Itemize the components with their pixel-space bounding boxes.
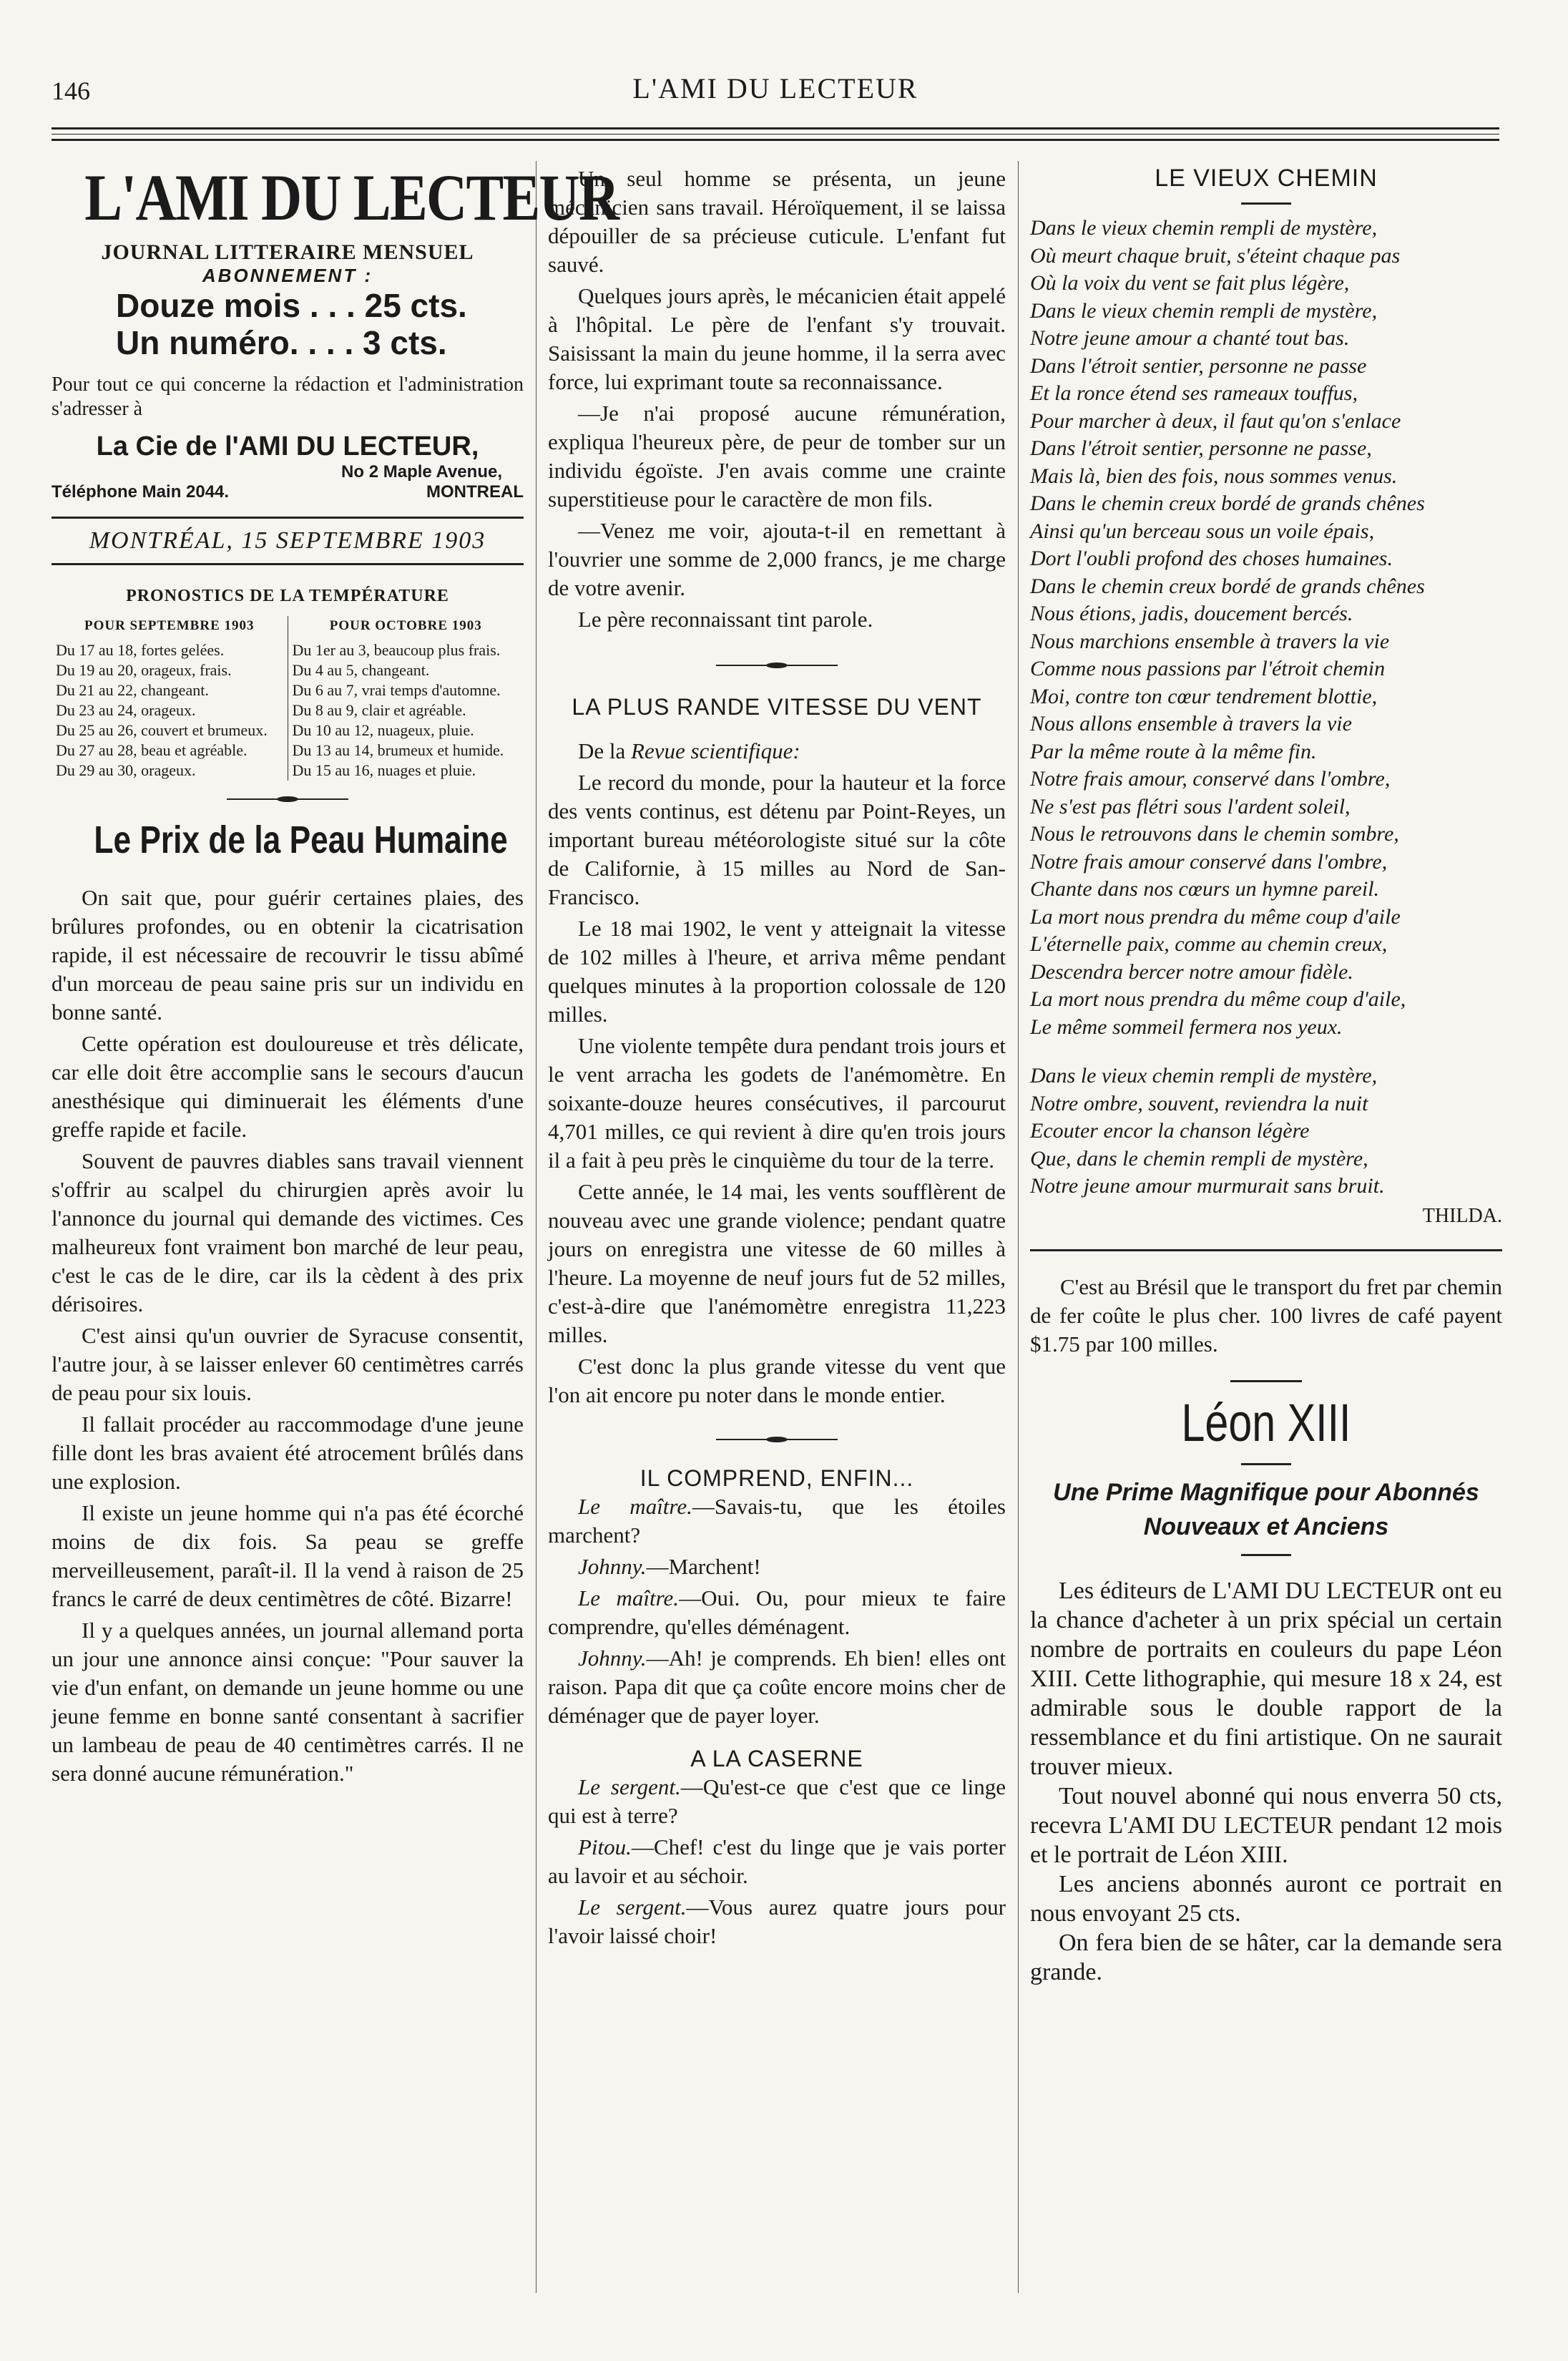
article-title-prix: Le Prix de la Peau Humaine: [94, 818, 508, 861]
paragraph: Les éditeurs de L'AMI DU LECTEUR ont eu la chance d'acheter à un prix spécial un certain nombre de portraits en couleurs du pape Léon XIII. Cette lithographie, qui mesure 18 x 24, est admirable sous le double rapport de la ressemblance et du fini artistique. On ne saurait trouver mieux.: [1030, 1577, 1502, 1780]
paragraph: Quelques jours après, le mécanicien était appelé à l'hôpital. Le père de l'enfant s'y trouvait. Saisissant la main du jeune homme, il la serra avec force, lui exprimant toute sa reconnaissance.: [548, 283, 1006, 394]
header-rule: [52, 139, 1499, 141]
abonnement-label: ABONNEMENT :: [202, 265, 373, 286]
speech: —Oui. Ou, pour mieux te faire comprendre, qu'elles déménagent.: [548, 1585, 1006, 1639]
poem-line: Comme nous passions par l'étroit chemin: [1030, 657, 1386, 680]
dialogue-line: [548, 1492, 1006, 1550]
article-title-caserne: A LA CASERNE: [690, 1746, 863, 1771]
dialogue-line: [548, 1833, 1006, 1890]
short-rule: [1230, 1380, 1302, 1382]
poem-line: Dans le vieux chemin rempli de mystère,: [1030, 1064, 1378, 1087]
speech: —Marchent!: [646, 1554, 761, 1579]
price-issue-label: Un numéro. . . .: [116, 324, 354, 361]
poem-line: Ainsi qu'un berceau sous un voile épais,: [1030, 519, 1375, 543]
masthead-subtitle: JOURNAL LITTERAIRE MENSUEL: [101, 240, 474, 264]
temperature-table: [52, 616, 524, 781]
forecast-item: Du 13 au 14, brumeux et humide.: [292, 741, 504, 759]
poem-line: Dans le chemin creux bordé de grands chênes: [1030, 492, 1425, 515]
poem-title: LE VIEUX CHEMIN: [1155, 165, 1378, 192]
poem-line: Nous étions, jadis, doucement bercés.: [1030, 602, 1353, 625]
article-title-vent: LA PLUS RANDE VITESSE DU VENT: [572, 694, 982, 720]
forecast-item: Du 8 au 9, clair et agréable.: [292, 701, 466, 719]
forecast-item: Du 25 au 26, couvert et brumeux.: [56, 721, 268, 739]
short-rule: [1241, 1554, 1291, 1556]
poem-line: Dans le vieux chemin rempli de mystère,: [1030, 216, 1378, 240]
article-source: [548, 737, 1006, 766]
poem-line: La mort nous prendra du même coup d'aile: [1030, 904, 1401, 929]
forecast-item: Du 1er au 3, beaucoup plus frais.: [292, 641, 501, 659]
column-divider-2: [1018, 161, 1019, 2293]
bresil-paragraph: C'est au Brésil que le transport du fret par chemin de fer coûte le plus cher. 100 livres de café payent $1.75 par 100 milles.: [1030, 1274, 1502, 1357]
forecast-item: Du 15 au 16, nuages et pluie.: [292, 761, 476, 779]
forecast-item: Du 23 au 24, orageux.: [56, 701, 196, 719]
poem-line: Ecouter encor la chanson légère: [1030, 1119, 1310, 1143]
poem-stanza-1: [1030, 215, 1502, 1041]
poem-line: Dans le vieux chemin rempli de mystère,: [1030, 298, 1378, 323]
ornament-divider: [716, 663, 838, 668]
poem-line: Pour marcher à deux, il faut qu'on s'enlace: [1030, 409, 1401, 433]
header-double-rule: [52, 127, 1499, 135]
column-2: [548, 165, 1006, 1953]
phone-line: [52, 482, 524, 502]
dialogue-line: [548, 1893, 1006, 1950]
poem-line: Mais là, bien des fois, nous sommes venus.: [1030, 464, 1398, 488]
poem-line: Nous allons ensemble à travers la vie: [1030, 712, 1352, 735]
paragraph: Cette année, le 14 mai, les vents soufflèrent de nouveau avec une grande violence; pendant quatre jours on enregistra une vitesse de 60 milles à l'heure. La moyenne de neuf jours fut de 52 milles, c'est-à-dire que l'anémomètre enregistra 11,223 milles.: [548, 1179, 1006, 1347]
article-body-prix: [52, 884, 524, 1788]
speaker: Johnny.: [578, 1646, 647, 1671]
forecast-item: Du 4 au 5, changeant.: [292, 661, 430, 679]
poem-line: Notre jeune amour murmurait sans bruit.: [1030, 1174, 1385, 1198]
forecast-item: Du 6 au 7, vrai temps d'automne.: [292, 681, 501, 699]
price-year: [52, 287, 524, 324]
ornament-divider: [227, 796, 348, 802]
leon-subtitle: Une Prime Magnifique pour Abonnés Nouveaux et Anciens: [1053, 1478, 1479, 1540]
speaker: Le sergent.: [578, 1895, 687, 1920]
speaker: Le maître.: [578, 1585, 680, 1610]
forecast-item: Du 19 au 20, orageux, frais.: [56, 661, 232, 679]
city: MONTREAL: [426, 482, 524, 502]
poem-stanza-2: [1030, 1062, 1502, 1201]
speech: —Qu'est-ce que c'est que ce linge qui est à terre?: [548, 1774, 1006, 1828]
paragraph: C'est ainsi qu'un ouvrier de Syracuse consentit, l'autre jour, à se laisser enlever 60 centimètres carrés de peau pour six louis.: [52, 1323, 524, 1405]
paragraph: Il y a quelques années, un journal allemand porta un jour une annonce ainsi conçue: "Pour sauver la vie d'un enfant, on demande un jeune homme ou une jeune femme en bonne santé consentant à sacrifier un lambeau de peau de 40 centimètres carrés. Il ne sera donné aucune rémunération.": [52, 1618, 524, 1786]
forecast-item: Du 29 au 30, orageux.: [56, 761, 196, 779]
running-title: L'AMI DU LECTEUR: [632, 72, 918, 104]
price-year-label: Douze mois . . .: [116, 287, 356, 324]
source-name: Revue scientifique:: [631, 738, 800, 763]
dialogue-line: [548, 1553, 1006, 1581]
column-3: [1030, 165, 1502, 1987]
poem-line: Chante dans nos cœurs un hymne pareil.: [1030, 877, 1380, 901]
paragraph: —Je n'ai proposé aucune rémunération, expliqua l'heureux père, de peur de tomber sur un individu égoïste. J'en avais comme une crainte superstitieuse pour le caractère de mon fils.: [548, 401, 1006, 512]
article-title-comprend: IL COMPREND, ENFIN...: [640, 1465, 914, 1491]
dialogue-line: [548, 1584, 1006, 1641]
phone-number: Téléphone Main 2044.: [52, 482, 230, 502]
masthead-title: L'AMI DU LECTEUR: [84, 161, 619, 234]
paragraph: —Venez me voir, ajouta-t-il en remettant à l'ouvrier une somme de 2,000 francs, je me charge de votre avenir.: [548, 518, 1006, 600]
forecast-item: Du 10 au 12, nuageux, pluie.: [292, 721, 474, 739]
poem-author: THILDA.: [1422, 1204, 1502, 1227]
dialogue-line: [548, 1644, 1006, 1730]
price-year-value: 25 cts.: [364, 287, 467, 324]
paragraph: On sait que, pour guérir certaines plaies, des brûlures profondes, ou en obtenir la cicatrisation rapide, il est nécessaire de recouvrir le tissu abîmé d'un morceau de peau saine pris sur un individu en bonne santé.: [52, 885, 524, 1025]
poem-line: La mort nous prendra du même coup d'aile,: [1030, 987, 1406, 1011]
speech: —Chef! c'est du linge que je vais porter au lavoir et au séchoir.: [548, 1834, 1006, 1888]
poem-line: Dans le chemin creux bordé de grands chênes: [1030, 574, 1425, 598]
paragraph: Le record du monde, pour la hauteur et la force des vents continus, est détenu par Point-Reyes, un important bureau météorologiste situé sur la côte de Californie, à 15 milles au Nord de San-Francisco.: [548, 770, 1006, 909]
paragraph: Il fallait procéder au raccommodage d'une jeune fille dont les bras avaient été atrocement brûlés dans une explosion.: [52, 1412, 524, 1494]
forecast-item: Du 21 au 22, changeant.: [56, 681, 209, 699]
source-prefix: De la: [578, 738, 626, 763]
paragraph: Un seul homme se présenta, un jeune mécanicien sans travail. Héroïquement, il se laissa dépouiller de sa précieuse cuticule. L'enfant fut sauvé.: [548, 166, 1006, 277]
poem-line: Nous marchions ensemble à travers la vie: [1030, 629, 1390, 653]
poem-line: Dans l'étroit sentier, personne ne passe: [1030, 353, 1367, 378]
speech: —Ah! je comprends. Eh bien! elles ont raison. Papa dit que ça coûte encore moins cher de déménager que de payer loyer.: [548, 1646, 1006, 1728]
running-header: [52, 72, 1499, 114]
poem-line: Notre ombre, souvent, reviendra la nuit: [1030, 1091, 1368, 1115]
poem-line: Le même sommeil fermera nos yeux.: [1030, 1015, 1343, 1039]
speaker: Le maître.: [578, 1494, 692, 1519]
paragraph: Les anciens abonnés auront ce portrait en nous envoyant 25 cts.: [1030, 1870, 1502, 1927]
poem-line: Que, dans le chemin rempli de mystère,: [1030, 1146, 1368, 1170]
speaker: Johnny.: [578, 1554, 647, 1579]
october-header: POUR OCTOBRE 1903: [329, 618, 482, 633]
short-rule: [1241, 202, 1291, 205]
poem-line: Descendra bercer notre amour fidèle.: [1030, 959, 1353, 984]
company-name: La Cie de l'AMI DU LECTEUR,: [96, 431, 479, 461]
poem-line: Où meurt chaque bruit, s'éteint chaque pas: [1030, 243, 1401, 268]
paragraph: Souvent de pauvres diables sans travail viennent s'offrir au scalpel du chirurgien après avoir lu l'annonce du journal qui demande des victimes. Ces malheureux font vraiment bon marché de leur peau, c'est le cas de le dire, car ils la cèdent à des prix dérisoires.: [52, 1148, 524, 1316]
leon-title: Léon XIII: [1181, 1392, 1351, 1452]
paragraph: Le 18 mai 1902, le vent y atteignait la vitesse de 102 milles à l'heure, et arriva même pendant quelques minutes à la proportion colossale de 120 milles.: [548, 916, 1006, 1027]
contact-text: Pour tout ce qui concerne la rédaction et l'administration s'adresser à: [52, 373, 524, 420]
poem-line: Notre frais amour conservé dans l'ombre,: [1030, 849, 1388, 874]
section-rule: [1030, 1249, 1502, 1251]
company-address: No 2 Maple Avenue,: [341, 462, 502, 482]
forecast-item: Du 27 au 28, beau et agréable.: [56, 741, 248, 759]
september-header: POUR SEPTEMBRE 1903: [84, 618, 255, 633]
poem-line: Dort l'oubli profond des choses humaines.: [1030, 547, 1393, 570]
poem-line: L'éternelle paix, comme au chemin creux,: [1030, 932, 1388, 956]
speaker: Le sergent.: [578, 1774, 681, 1799]
paragraph: Le père reconnaissant tint parole.: [578, 607, 873, 632]
paragraph: Une violente tempête dura pendant trois jours et le vent arracha les godets de l'anémomètre. En soixante-douze heures consécutives, il parcourut 4,701 milles, ce qui revient à dire qu'en trois jours il a fait à peu près le cinquième du tour de la terre.: [548, 1033, 1006, 1173]
temperature-title: PRONOSTICS DE LA TEMPÉRATURE: [126, 587, 449, 605]
paragraph: C'est donc la plus grande vitesse du vent que l'on ait encore pu noter dans le monde entier.: [548, 1354, 1006, 1407]
poem-line: Et la ronce étend ses rameaux touffus,: [1030, 381, 1358, 405]
paragraph: Tout nouvel abonné qui nous enverra 50 cts, recevra L'AMI DU LECTEUR pendant 12 mois et le portrait de Léon XIII.: [1030, 1782, 1502, 1868]
dialogue-line: [548, 1773, 1006, 1830]
poem-line: Notre jeune amour a chanté tout bas.: [1030, 326, 1350, 350]
price-issue: [52, 324, 524, 361]
poem-line: Notre frais amour, conservé dans l'ombre,: [1030, 767, 1391, 791]
ornament-divider: [716, 1437, 838, 1442]
price-issue-value: 3 cts.: [363, 324, 447, 361]
speech: —Savais-tu, que les étoiles marchent?: [548, 1494, 1006, 1548]
temperature-september: [52, 616, 288, 781]
leon-body: [1030, 1576, 1502, 1987]
temperature-october: [288, 616, 524, 781]
speaker: Pitou.: [578, 1834, 632, 1859]
forecast-item: Du 17 au 18, fortes gelées.: [56, 641, 225, 659]
poem-line: Où la voix du vent se fait plus légère,: [1030, 271, 1350, 295]
paragraph: Cette opération est douloureuse et très délicate, car elle doit être accomplie sans le secours d'aucun anesthésique qui diminuerait les éléments d'une greffe rapide et facile.: [52, 1031, 524, 1142]
page-number: 146: [52, 77, 90, 105]
paragraph: On fera bien de se hâter, car la demande sera grande.: [1030, 1929, 1502, 1985]
poem-line: Moi, contre ton cœur tendrement blottie,: [1030, 684, 1378, 708]
poem-line: Par la même route à la même fin.: [1030, 739, 1317, 763]
short-rule: [1241, 1463, 1291, 1465]
poem-line: Nous le retrouvons dans le chemin sombre,: [1030, 822, 1399, 846]
poem-line: Dans l'étroit sentier, personne ne passe,: [1030, 436, 1372, 460]
dateline: MONTRÉAL, 15 SEPTEMBRE 1903: [52, 517, 524, 565]
poem-line: Ne s'est pas flétri sous l'ardent soleil,: [1030, 794, 1351, 818]
paragraph: Il existe un jeune homme qui n'a pas été écorché moins de dix fois. Sa peau se greffe merveilleusement, paraît-il. Il la vend à raison de 25 francs le carré de deux centimètres de côté. Bizarre!: [52, 1500, 524, 1611]
speech: —Vous aurez quatre jours pour l'avoir laissé choir!: [548, 1895, 1006, 1948]
